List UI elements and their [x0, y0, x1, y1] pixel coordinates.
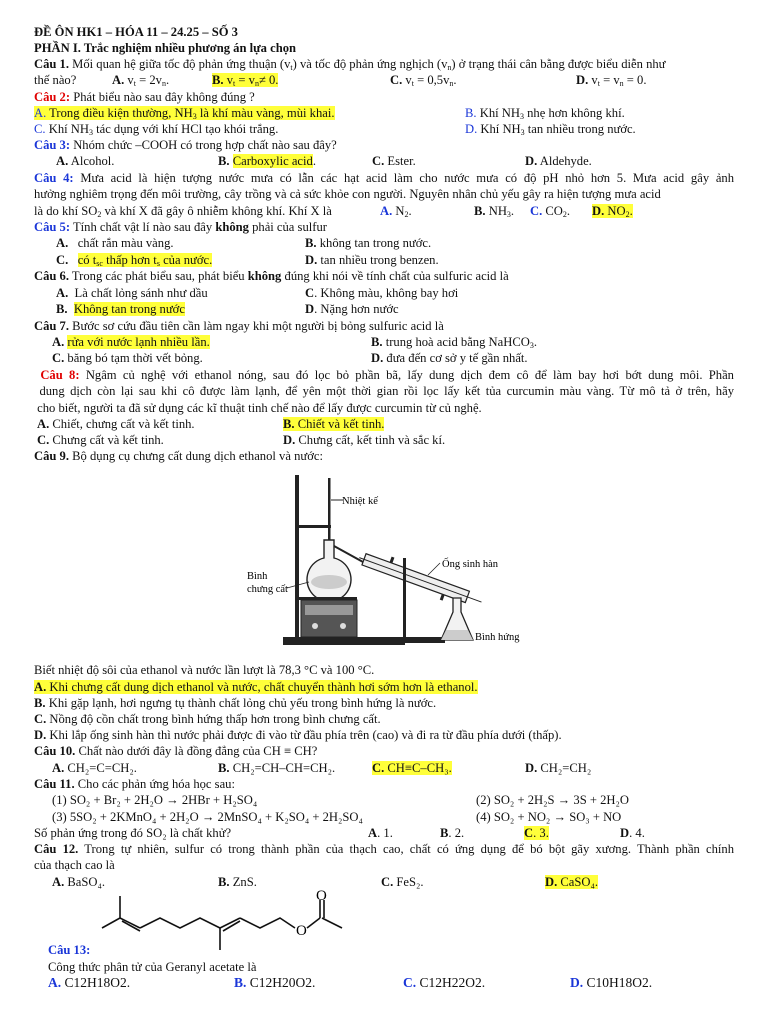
question-4: Câu 4: Mưa acid là hiện tượng nước mưa có lẫn các hạt acid làm cho nước mưa có độ pH nhỏ hơn 5. Mưa acid gây ảnh [34, 171, 735, 185]
condenser-label: Ống sinh hàn [442, 559, 498, 570]
question-10: Câu 10. Chất nào dưới đây là đồng đẳng của CH ≡ CH? [34, 744, 318, 758]
question-9-option-b: B. Khi gặp lạnh, hơi ngưng tụ thành chất lỏng chủ yếu trong bình hứng là nước. [34, 696, 437, 710]
question-8-line2: dung dịch còn lại sau khi cô được làm lạnh, để yên một thời gian rồi lọc lấy kết tủa curcumin màu vàng. Từ mô tả ở trên, hãy [39, 384, 734, 398]
exam-page: ĐỀ ÔN HK1 – HÓA 11 – 24.25 – SỐ 3 PHẦN I. Trắc nghiệm nhiều phương án lựa chọn Câu 1. Mối quan hệ giữa tốc độ phản ứng thuận $(v_t)$ và tốc độ phản ứng nghịch $(v_n)$ ở trạng thái cân bằng được biểu diễn như thế nào? A. $v_t = 2v_n$. B. $v_t = v_n\ne 0$. C. $v_t = 0,5v_n$. D. $v_t = v_n = 0$. Câu 2: Phát biểu nào sau đây không đúng ? A. Trong điều kiện thường, $NH_3$ là khí màu vàng, mùi khai. B. Khí $NH_3$ nhẹ hơn không khí. C. Khí $NH_3$ tác dụng với khí HCl tạo khói trắng. D. Khí $NH_3$ tan nhiều trong nước. Câu 3: Nhóm chức –COOH có trong hợp chất nào sau đây? A. Alcohol. B. Carboxylic acid. C. Ester. D. Aldehyde. Câu 4: Mưa acid là hiện tượng nước mưa có lẫn các hạt acid làm cho nước mưa có độ pH nhỏ hơn 5. Mưa acid gây ảnh hưởng nghiêm trọng đến môi trường, cây trồng và cả sức khỏe con người. Nguyên nhân chủ yếu gây ra hiện tượng mưa acid là do khí $SO_2$ và khí X đã gây ô nhiễm không khí. Khí X là A. $N_2$. B. $NH_3$. C. $CO_2$. D. $NO_2$. Câu 5: Tính chất vật lí nào sau đây không phải của sulfur A. chất rắn màu vàng. B. không tan trong nước. C. có $t_{sc}$ thấp hơn $t_s$ của nước. D. tan nhiều trong benzen. Câu 6. Trong các phát biểu sau, phát biểu không đúng khi nói về tính chất của sulfuric acid là A. Là chất lỏng sánh như dầu C. Không màu, không bay hơi B. Không tan trong nước D. Nặng hơn nước Câu 7. Bước sơ cứu đầu tiên cần làm ngay khi một người bị bỏng sulfuric acid là A. rửa với nước lạnh nhiều lần. B. trung hoà acid bằng NaHCO$_3$. C. băng bó tạm thời vết bỏng. D. đưa đến cơ sở y tế gần nhất. Câu 8: Ngâm củ nghệ với ethanol nóng, sau đó lọc bỏ phần bã, lấy dung dịch đem cô để làm bay hơi bớt dung môi. Phần dung dịch còn lại sau khi cô được làm lạnh, để yên một thời gian rồi lọc lấy kết tủa curcumin màu vàng. Từ mô tả ở trên, hãy cho biết, người ta đã sử dụng các kĩ thuật tinh chế nào để lấy được curcumin từ củ nghệ. A. Chiết, chưng cất và kết tinh. B. Chiết và kết tinh. C. Chưng cất và kết tinh. D. Chưng cất, kết tinh và sắc kí. Câu 9. Bộ dụng cụ chưng cất dung dịch ethanol và nước: Nhiệt kế Ống sinh hàn Bình chưng cất Bình hứng Biết nhiệt độ sôi của ethanol và nước lần lượt là 78,3 °C và 100 °C. A. Khi chưng cất dung dịch ethanol và nước, chất chuyển thành hơi sớm hơn là ethanol. B. Khi gặp lạnh, hơi ngưng tụ thành chất lỏng chủ yếu trong bình hứng là nước. C. Nồng độ cồn chất trong bình hứng thấp hơn trong bình chưng cất. D. Khi lắp ống sinh hàn thì nước phải được đi vào từ đầu phía trên (cao) và đi ra từ đầu phía dưới (thấp). Câu 10. Chất nào dưới đây là đồng đẳng của CH ≡ CH? A. CH₂=C=CH₂. B. CH₂=CH–CH=CH₂. C. CH≡C–CH₃. D. CH₂=CH₂ Câu 11. Cho các phản ứng hóa học sau: (1) SO₂ + Br₂ + 2H₂O → 2HBr + H₂SO₄ (2) SO₂ + 2H₂S → 3S + 2H₂O (3) 5SO₂ + 2KMnO₄ + 2H₂O → 2MnSO₄ + K₂SO₄ + 2H₂SO₄ (4) SO₂ + NO₂ → SO₃ + NO Số phản ứng trong đó SO₂ là chất khử? A. 1. B. 2. C. 3. D. 4. Câu 12. Trong tự nhiên, sulfur có trong thành phần của thạch cao, chất có ứng dụng để bó bột gãy xương. Thành phần chính của thạch cao là A. BaSO₄. B. ZnS. C. FeS₂. D. CaSO₄. O O Câu 13: Công thức phân tử của Geranyl acetate là A. C12H18O2. B. C12H20O2. C. C12H22O2. D. C10H18O2. [34, 25, 735, 990]
question-9-option-a: A. Khi chưng cất dung dịch ethanol và nước, chất chuyển thành hơi sớm hơn là ethanol. [34, 680, 478, 694]
question-13: Câu 13: [48, 943, 91, 957]
svg-text:O: O [296, 923, 307, 939]
question-7: Câu 7. Bước sơ cứu đầu tiên cần làm ngay khi một người bị bỏng sulfuric acid là [34, 319, 444, 333]
exam-title: ĐỀ ÔN HK1 – HÓA 11 – 24.25 – SỐ 3 [34, 25, 238, 39]
distilling-flask-label-1: Bình [247, 571, 268, 582]
question-3: Câu 3: Nhóm chức –COOH có trong hợp chất nào sau đây? [34, 138, 337, 152]
question-5: Câu 5: Tính chất vật lí nào sau đây không phải của sulfur [34, 220, 327, 234]
question-12-line2: của thạch cao là [34, 858, 115, 872]
part-title: PHẦN I. Trắc nghiệm nhiều phương án lựa chọn [34, 41, 297, 55]
question-9-option-d: D. Khi lắp ống sinh hàn thì nước phải được đi vào từ đầu phía trên (cao) và đi ra từ đầu phía dưới (thấp). [34, 728, 562, 742]
question-8: Câu 8: Ngâm củ nghệ với ethanol nóng, sau đó lọc bỏ phần bã, lấy dung dịch đem cô để làm bay hơi bớt dung môi. Phần [40, 368, 734, 382]
question-9: Câu 9. Bộ dụng cụ chưng cất dung dịch ethanol và nước: [34, 449, 323, 463]
distilling-flask-label-2: chưng cất [247, 584, 288, 595]
question-2-options-cd: C. Khí $NH_3$ tác dụng với khí HCl tạo khói trắng. D. Khí $NH_3$ tan nhiều trong nước. [34, 122, 636, 137]
question-8-line3: cho biết, người ta đã sử dụng các kĩ thuật tinh chế nào để lấy được curcumin từ củ nghệ. [37, 401, 482, 415]
receiver-label: Bình hứng [475, 632, 520, 643]
question-12: Câu 12. Trong tự nhiên, sulfur có trong thành phần của thạch cao, chất có ứng dụng để bó bột gãy xương. Thành phần chính [34, 842, 734, 856]
question-11-options: Số phản ứng trong đó SO₂ là chất khử? A. 1. B. 2. C. 3. D. 4. [34, 826, 645, 840]
question-4-line2: hưởng nghiêm trọng đến môi trường, cây trồng và cả sức khỏe con người. Nguyên nhân chủ yếu gây ra hiện tượng mưa acid [34, 187, 661, 201]
distillation-apparatus-figure [235, 470, 535, 660]
question-1-options: thế nào? A. $v_t = 2v_n$. B. $v_t = v_n\ne 0$. C. $v_t = 0,5v_n$. D. $v_t = v_n = 0$. [34, 73, 647, 88]
question-11: Câu 11. Cho các phản ứng hóa học sau: [34, 777, 235, 791]
question-1: Câu 1. Mối quan hệ giữa tốc độ phản ứng thuận $(v_t)$ và tốc độ phản ứng nghịch $(v_n)$ ở trạng thái cân bằng được biểu diễn như [34, 57, 666, 72]
question-13-text: Công thức phân tử của Geranyl acetate là [48, 960, 257, 974]
question-9-stem: Biết nhiệt độ sôi của ethanol và nước lần lượt là 78,3 °C và 100 °C. [34, 663, 375, 677]
question-9-option-c: C. Nồng độ cồn chất trong bình hứng thấp hơn trong bình chưng cất. [34, 712, 381, 726]
thermometer-label: Nhiệt kế [342, 496, 378, 507]
svg-text:O: O [316, 888, 327, 904]
question-6: Câu 6. Trong các phát biểu sau, phát biểu không đúng khi nói về tính chất của sulfuric acid là [34, 269, 509, 283]
question-4-line3: là do khí $SO_2$ và khí X đã gây ô nhiễm không khí. Khí X là A. $N_2$. B. $NH_3$. C. $CO_2$. D. $NO_2$. [34, 204, 633, 219]
question-2: Câu 2: Phát biểu nào sau đây không đúng ? [34, 90, 255, 104]
question-2-options-ab: A. Trong điều kiện thường, $NH_3$ là khí màu vàng, mùi khai. B. Khí $NH_3$ nhẹ hơn không khí. [34, 106, 625, 121]
